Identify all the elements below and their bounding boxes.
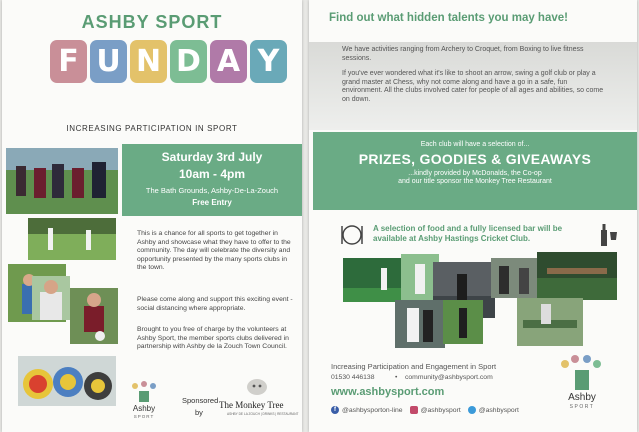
prizes-box: [313, 132, 637, 210]
wondered-paragraph: If you've ever wondered what it's like to shoot an arrow, swing a golf club or play a grand master at Chess, why not come along and have a go in a safe, fun environment. All the clubs involved cater for people of all ages and abilities, so come on down.: [342, 70, 604, 103]
talents-heading: Find out what hidden talents you may have!: [329, 12, 568, 24]
archery-photo: [18, 356, 116, 406]
prize-title: PRIZES, GOODIES & GIVEAWAYS: [358, 151, 592, 167]
by-label: by: [195, 408, 203, 417]
event-venue: The Bath Grounds, Ashby-De-La-Zouch: [145, 186, 279, 195]
instagram-icon: [410, 406, 418, 414]
monkey-icon: [245, 378, 269, 396]
rugby-photo: [6, 148, 118, 214]
sponsored-label: Sponsored: [182, 396, 219, 405]
facebook-handle[interactable]: @ashbysporton-line: [342, 406, 403, 414]
social-row: [331, 406, 519, 414]
martial-arts-photo: [395, 300, 445, 348]
field-photo: [443, 300, 483, 344]
intro-paragraph: This is a chance for all sports to get together in Ashby and showcase what they have to offer to the community. The day will celebrate the diversity and opportunity presented by the many sports clubs in the town.: [137, 230, 291, 272]
twitter-icon: [468, 406, 476, 414]
phone-number: 01530 446138: [331, 374, 375, 381]
funday-letter: U: [90, 40, 127, 83]
right-page: [309, 0, 637, 432]
event-entry: Free Entry: [192, 198, 232, 207]
support-paragraph: Please come along and support this exciting event - social distancing where appropriate.: [137, 296, 293, 312]
brand-title: ASHBY SPORT: [81, 12, 223, 32]
event-details-box: [122, 144, 302, 216]
cricket-photo: [28, 218, 116, 260]
funday-letter: D: [170, 40, 207, 83]
food-text: A selection of food and a fully licensed bar will be available at Ashby Hastings Cricket Club.: [373, 224, 563, 243]
event-date: Saturday 3rd July: [161, 150, 263, 164]
prize-line-1: ...kindly provided by McDonalds, the Co-op: [408, 170, 542, 177]
email-link[interactable]: community@ashbysport.com: [405, 374, 493, 381]
gym-photo: [517, 298, 583, 346]
footer-title: Increasing Participation and Engagement in Sport: [331, 362, 497, 371]
ashby-sport-logo-icon: [129, 380, 159, 404]
volunteers-paragraph: Brought to you free of charge by the volunteers at Ashby Sport, the member sports clubs delivered in partnership with Ashby de la Zouch Town Council.: [137, 326, 289, 351]
prize-intro: Each club will have a selection of...: [420, 141, 530, 148]
cricket-nets-photo: [343, 258, 407, 302]
funday-letter: N: [130, 40, 167, 83]
monkey-tree-name: The Monkey Tree: [219, 400, 284, 410]
football-photo: [70, 288, 118, 344]
bullet-dot: •: [395, 374, 398, 381]
fitness-photo: [537, 252, 617, 300]
funday-letter: Y: [250, 40, 287, 83]
prize-line-2: and our title sponsor the Monkey Tree Restaurant: [398, 178, 552, 186]
left-page: [2, 0, 302, 432]
twitter-handle[interactable]: @ashbysport: [478, 406, 519, 414]
cutlery-icon: [339, 224, 365, 246]
ashby-sport-logo-icon: [555, 354, 609, 394]
people-photo: [491, 258, 541, 298]
ashby-logo-sub: SPORT: [569, 404, 595, 410]
ashby-logo-sub: SPORT: [133, 414, 155, 419]
activities-paragraph: We have activities ranging from Archery to Croquet, from Boxing to live fitness sessions.: [342, 46, 584, 62]
funday-letter: A: [210, 40, 247, 83]
funday-title: [50, 40, 287, 83]
ashby-logo-text: Ashby: [568, 392, 596, 403]
instagram-handle[interactable]: @ashbysport: [420, 406, 461, 414]
man-ball-photo: [32, 276, 70, 320]
ashby-logo-text: Ashby: [132, 404, 156, 413]
sponsor-area: [127, 378, 302, 428]
monkey-tree-sub: ASHBY DE LA ZOUCH | DRINKS | RESTAURANT: [227, 412, 299, 416]
website-link[interactable]: www.ashbysport.com: [331, 386, 445, 398]
facebook-icon: f: [331, 406, 339, 414]
event-time: 10am - 4pm: [178, 167, 246, 181]
tagline: INCREASING PARTICIPATION IN SPORT: [66, 124, 238, 133]
funday-letter: F: [50, 40, 87, 83]
bottle-icon: [597, 222, 619, 248]
